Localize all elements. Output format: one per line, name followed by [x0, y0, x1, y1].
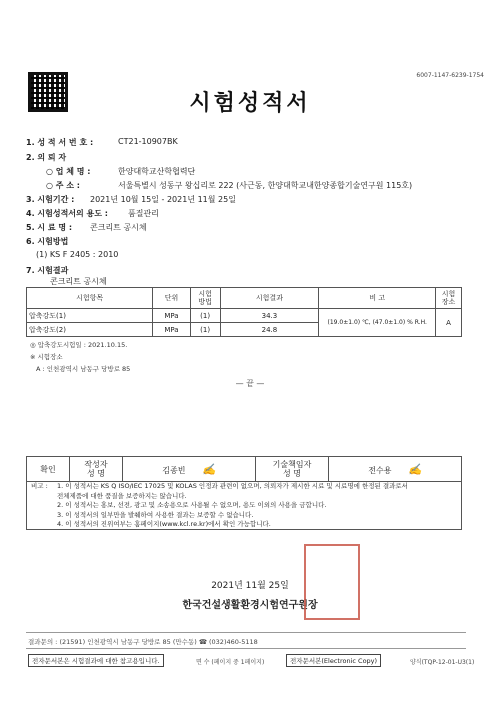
results-heading: 7. 시험결과 — [26, 266, 69, 275]
tech-signature-icon: ✍ — [408, 462, 422, 476]
client-heading: 2. 의 뢰 자 — [26, 153, 67, 162]
remark-line: 전체제품에 대한 품질을 보증하지는 않습니다. — [57, 491, 187, 500]
purpose-value: 품질관리 — [128, 209, 159, 218]
method-value: (1) KS F 2405 : 2010 — [36, 250, 119, 259]
header-remark: 비 고 — [319, 288, 436, 309]
row-remark: (19.0±1.0) ℃, (47.0±1.0) % R.H. — [319, 309, 436, 337]
results-table — [26, 287, 462, 337]
purpose-label: 4. 시험성적서의 용도 : — [26, 209, 108, 218]
results-sub: 콘크리트 공시체 — [50, 277, 107, 286]
method-heading: 6. 시험방법 — [26, 237, 69, 246]
header-method: 시험 방법 — [190, 288, 220, 309]
row-method: (1) — [190, 323, 220, 337]
address-label: ○ 주 소 : — [46, 181, 80, 190]
row-method: (1) — [190, 309, 220, 323]
tech-manager-label: 기술책임자 성 명 — [256, 457, 329, 482]
remarks-label: 비고 : — [31, 482, 48, 490]
institute-name: 한국건설생활환경시험연구원장 — [182, 600, 318, 611]
remark-line: 2. 이 성적서는 홍보, 선전, 광고 및 소송용으로 사용될 수 없으며, 용도 이외의 사용을 금합니다. — [57, 501, 327, 509]
remark-line: 4. 이 성적서의 진위여부는 홈페이지(www.kcl.re.kr)에서 확인 가능합니다. — [57, 520, 271, 528]
header-result: 시험결과 — [220, 288, 319, 309]
tech-manager-name: 전수용 — [368, 465, 392, 475]
report-no-label: 1. 성 적 서 번 호 : — [26, 138, 94, 147]
electronic-copy-badge: 전자문서본(Electronic Copy) — [286, 654, 381, 667]
issue-date: 2021년 11월 25일 — [211, 581, 289, 591]
official-seal-icon — [304, 544, 360, 620]
footer-divider — [26, 648, 466, 649]
row-item: 압축강도(1) — [27, 309, 153, 323]
remark-line: 3. 이 성적서의 일부만을 발췌하여 사용한 결과는 보증할 수 없습니다. — [57, 510, 254, 519]
test-date-note: ◎ 압축강도시험일 : 2021.10.15. — [30, 341, 128, 349]
table-header-row — [27, 288, 462, 309]
writer-name: 김종빈 — [162, 465, 186, 475]
writer-label: 작성자 성 명 — [70, 457, 123, 482]
sample-label: 5. 시 료 명 : — [26, 223, 73, 232]
confirmation-table — [26, 456, 462, 482]
sample-value: 콘크리트 공시체 — [90, 223, 147, 232]
row-item: 압축강도(2) — [27, 323, 153, 337]
remark-line: 1. 이 성적서는 KS Q ISO/IEC 17025 및 KOLAS 인정과 관련이 없으며, 의뢰자가 제시한 시료 및 시료명에 한정된 결과로서 — [57, 482, 408, 490]
row-place: A — [436, 309, 462, 337]
row-unit: MPa — [153, 309, 191, 323]
table-row — [27, 309, 462, 323]
page-indicator: 면 수 (페이지 중 1페이지) — [196, 659, 265, 666]
footer-divider — [26, 632, 466, 633]
writer-signature-icon: ✍ — [202, 462, 216, 476]
end-mark: — 끝 — — [235, 379, 265, 388]
test-place-heading: ※ 시험장소 — [30, 353, 63, 361]
address-value: 서울특별시 성동구 왕십리로 222 (사근동, 한양대학교내한양종합기술연구원 115호) — [118, 181, 413, 190]
company-value: 한양대학교산학협력단 — [118, 167, 196, 176]
copy-notice: 전자문서본은 시험결과에 대한 참고용입니다. — [28, 654, 164, 667]
test-period-label: 3. 시험기간 : — [26, 195, 75, 204]
remarks-box — [26, 480, 462, 530]
form-number: 양식(TQP-12-01-U3(1) — [410, 659, 475, 666]
row-unit: MPa — [153, 323, 191, 337]
header-place: 시험 장소 — [436, 288, 462, 309]
page-title: 시험성적서 — [189, 91, 311, 116]
confirm-label: 확인 — [27, 457, 70, 482]
header-unit: 단위 — [153, 288, 191, 309]
footer-address: 결과문의 : (21591) 인천광역시 남동구 당방로 85 (만수동) ☎ (032)460-5118 — [28, 638, 258, 646]
test-place-value: A : 인천광역시 남동구 당방로 85 — [36, 365, 131, 373]
remarks-lines — [57, 482, 408, 530]
header-item: 시험항목 — [27, 288, 153, 309]
test-period-value: 2021년 10월 15일 - 2021년 11월 25일 — [90, 195, 236, 204]
document-number: 6007-1147-6239-1754 — [416, 72, 484, 79]
report-no-value: CT21-10907BK — [118, 137, 178, 146]
row-result: 24.8 — [220, 323, 319, 337]
row-result: 34.3 — [220, 309, 319, 323]
company-label: ○ 업 체 명 : — [46, 167, 91, 176]
